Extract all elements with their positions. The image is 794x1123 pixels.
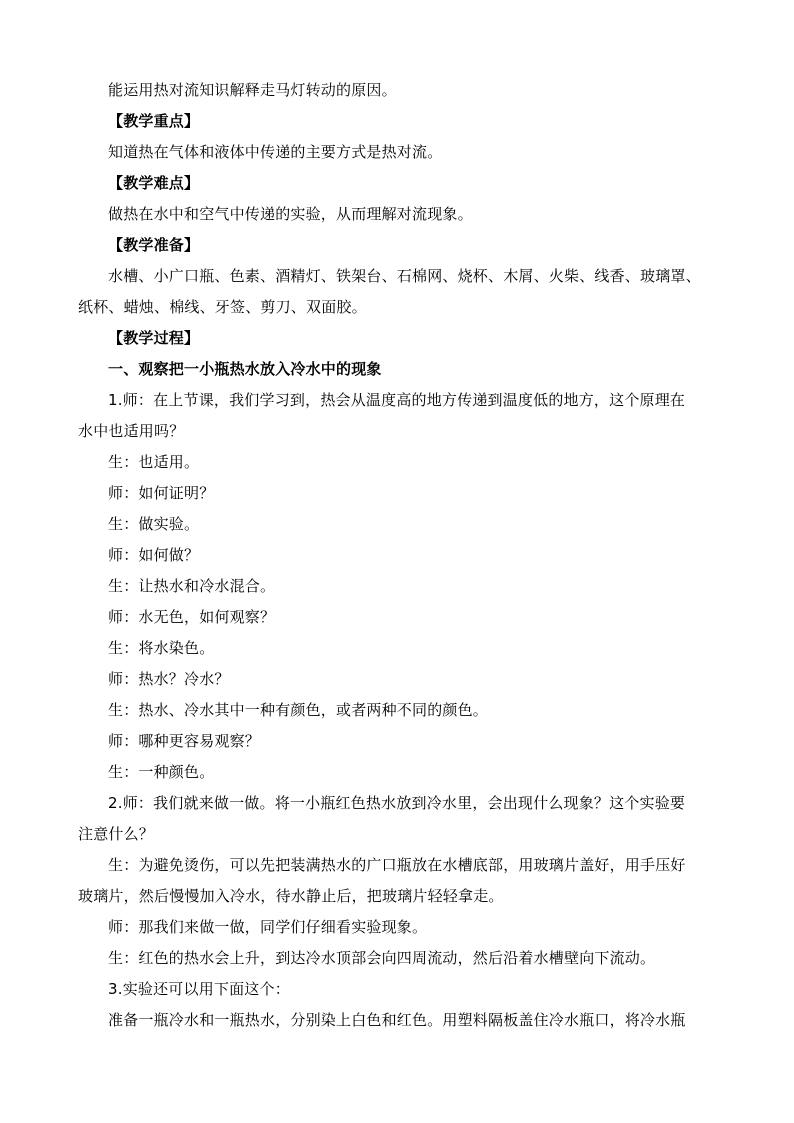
after-line: 师：那我们来做一做，同学们仔细看实验现象。 bbox=[108, 918, 428, 936]
heading-preparation: 【教学准备】 bbox=[108, 236, 200, 254]
dialogue-line: 师：水无色，如何观察？ bbox=[108, 608, 276, 626]
section-1-heading: 一、观察把一小瓶热水放入冷水中的现象 bbox=[108, 360, 382, 378]
after-line: 3.实验还可以用下面这个： bbox=[108, 980, 290, 998]
answer-2-paragraph bbox=[78, 850, 716, 912]
dialogue-line: 师：如何证明？ bbox=[108, 484, 215, 502]
question-2-paragraph bbox=[78, 788, 716, 850]
answer-2-line-1: 生：为避免烫伤，可以先把装满热水的广口瓶放在水槽底部，用玻璃片盖好，用手压好 bbox=[108, 856, 686, 874]
question-2-line-1: 2.师：我们就来做一做。将一小瓶红色热水放到冷水里，会出现什么现象？这个实验要 bbox=[108, 794, 686, 812]
objective-line: 能运用热对流知识解释走马灯转动的原因。 bbox=[108, 81, 397, 99]
materials-line-2: 纸杯、蜡烛、棉线、牙签、剪刀、双面胶。 bbox=[78, 298, 367, 316]
dialogue-line: 师：热水？冷水？ bbox=[108, 670, 230, 688]
after-line: 准备一瓶冷水和一瓶热水，分别染上白色和红色。用塑料隔板盖住冷水瓶口，将冷水瓶 bbox=[108, 1011, 686, 1029]
dialogue-line: 生：也适用。 bbox=[108, 453, 200, 471]
question-2-line-2: 注意什么？ bbox=[78, 825, 155, 843]
heading-process: 【教学过程】 bbox=[108, 329, 200, 347]
dialogue-line: 生：热水、冷水其中一种有颜色，或者两种不同的颜色。 bbox=[108, 701, 489, 719]
question-1-line-1: 1.师：在上节课，我们学习到，热会从温度高的地方传递到温度低的地方，这个原理在 bbox=[108, 391, 686, 409]
dialogue-line: 师：如何做？ bbox=[108, 546, 200, 564]
dialogue-line: 生：将水染色。 bbox=[108, 639, 215, 657]
answer-2-line-2: 玻璃片，然后慢慢加入冷水，待水静止后，把玻璃片轻轻拿走。 bbox=[78, 887, 504, 905]
heading-difficulties: 【教学难点】 bbox=[108, 174, 200, 192]
question-1-line-2: 水中也适用吗？ bbox=[78, 422, 185, 440]
difficulties-text: 做热在水中和空气中传递的实验，从而理解对流现象。 bbox=[108, 205, 473, 223]
materials-paragraph bbox=[78, 261, 716, 323]
materials-line-1: 水槽、小广口瓶、色素、酒精灯、铁架台、石棉网、烧杯、木屑、火柴、线香、玻璃罩、 bbox=[108, 267, 701, 285]
key-points-text: 知道热在气体和液体中传递的主要方式是热对流。 bbox=[108, 143, 443, 161]
dialogue-line: 师：哪种更容易观察？ bbox=[108, 732, 261, 750]
heading-key-points: 【教学重点】 bbox=[108, 112, 200, 130]
dialogue-line: 生：做实验。 bbox=[108, 515, 200, 533]
after-line: 生：红色的热水会上升，到达冷水顶部会向四周流动，然后沿着水槽壁向下流动。 bbox=[108, 949, 656, 967]
question-1-paragraph bbox=[78, 385, 716, 447]
dialogue-line: 生：一种颜色。 bbox=[108, 763, 215, 781]
dialogue-line: 生：让热水和冷水混合。 bbox=[108, 577, 276, 595]
